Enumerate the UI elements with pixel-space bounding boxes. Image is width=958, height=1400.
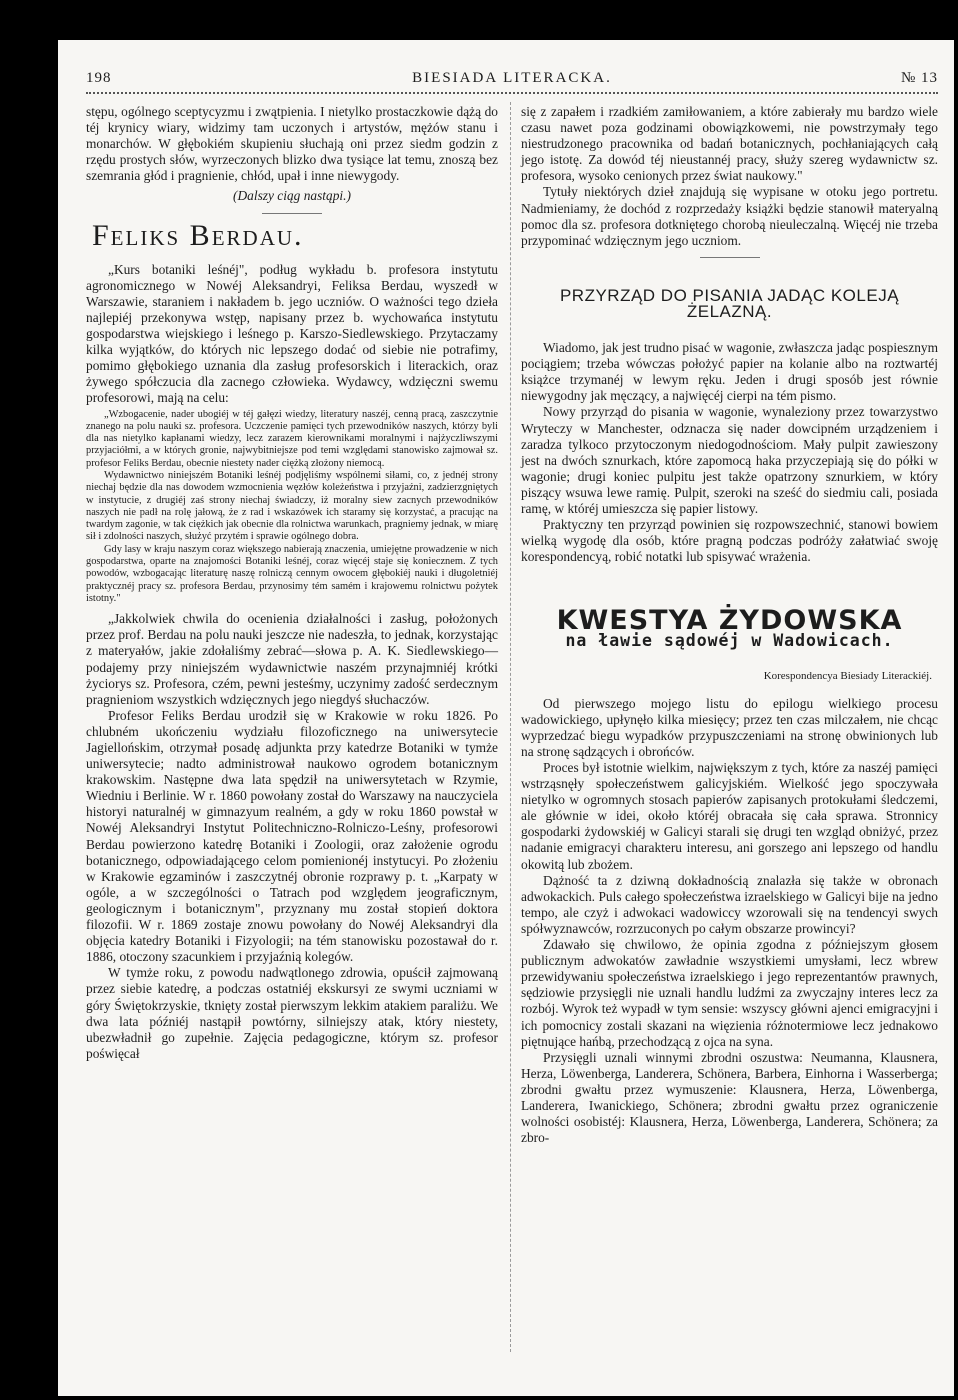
running-header (86, 70, 938, 92)
paragraph: Nowy przyrząd do pisania w wagonie, wynaleziony przez towarzystwo Wryteczy w Manchester, odznacza się nader dowcipném urządzeniem i zaradza tylkoco przytoczonym niedogodnościom. Mały pulpit zawieszony jest na dwóch sznurkach, które zapomocą haka przyczepiają się do półki w wagonie; drugi koniec pulpitu jest także opatrzony sznurkiem, w który piszący wsuwa lewe ramię. Pulpit, szeroki na sześć do siedmiu cali, posiada ramę, w któréj umieszcza się papier listowy. (521, 404, 938, 516)
quote-paragraph: „Wzbogacenie, nader ubogiéj w téj gałęzi wiedzy, literatury naszéj, cenną pracą, zaszczytnie znanego na polu nauki sz. profesora. Uczczenie pamięci tych przewodników naszych, którzy byli dla nas nietylko kapłanami wiedzy, lecz zarazem kierownikami moralnymi i najżyczliwszymi przyjaciółmi, a w których gronie, najwybitniejsze pod temi względami stanowisko zajmował sz. profesor Feliks Berdau, obecnie niestety nader ciężką złożony niemocą. (86, 408, 498, 469)
quote-paragraph: Wydawnictwo niniejszém Botaniki leśnéj podjęliśmy wspólnemi siłami, co, z jednéj strony niechaj będzie dla nas dowodem wzmocnienia węzłów koleżeństwa i przyjaźni, zadzierzgniętych w instytucie, z drugiéj zaś strony niechaj świadczy, iż moralny siew zacnych przewodników naszych nie padł na rolę jałową, że z rad i wskazówek ich staramy się korzystać, a pracując na twardym zagonie, w tak ciężkich jak obecnie dla rolnictwa warunkach, pragniemy jednak, w miarę sił i zdolności naszych, służyć przytém i sprawie ogólnego dobra. (86, 469, 498, 543)
paragraph: „Kurs botaniki leśnéj", podług wykładu b. profesora instytutu agronomicznego w Nowéj Aleksandryi, Feliksa Berdau, wyszedł w Warszawie, staraniem i nakładem b. jego uczniów. O ważności tego dzieła najlepiéj przekonywa wstęp, napisany przez b. wychowańca instytutu gospodarstwa wiejskiego i leśnego p. Karszo-Siedlewskiego. Przytaczamy kilka wyjątków, do których nic lepszego dodać od siebie nie potrafimy, pomimo głębokiego uznania dla zasług profesorskich i literackich, oraz żywego spółczucia dla zacnego człowieka. Wydawcy, wdzięczni swemu profesorowi, mają na celu: (86, 261, 498, 406)
journal-title: BIESIADA LITERACKA. (412, 70, 612, 86)
paragraph: stępu, ogólnego sceptycyzmu i zwątpienia. I nietylko prostaczkowie dążą do téj krynicy wiary, widzimy tam uczonych i artystów, mężów stanu i monarchów. W głębokiém skupieniu słuchają oni przez siedm godzin z rzędu prostych słów, wyrzeczonych blizko dwa tysiące lat temu, znoszą bez szemrania głód i pragnienie, chłód, upał i inne niewygody. (86, 104, 498, 184)
paragraph: Dążność ta z dziwną dokładnością znalazła się także w obronach adwokackich. Puls całego społeczeństwa izraelskiego w Galicyi bije na jedno tempo, ale czyż i adwokaci wadowiccy wzorowali się na tendencyi swych spółwyznawców, rozrzuconych po całym obszarze prowincyi? (521, 872, 938, 936)
correspondence-credit: Korespondencya Biesiady Literackiéj. (763, 669, 932, 682)
paragraph: Zdawało się chwilowo, że opinia zgodna z późniejszym głosem publicznym adwokatów zawładnie wszystkiemi umysłami, lecz wbrew przewidywaniu społeczeństwa izraelskiego i jego reprezentantów prawnych, sędziowie przysięgli nie uznali handlu ludźmi za zwyczajny interes lecz za rozbój. Wyrok też wypadł w tym sensie: wszyscy główni ajenci emigracyjni i ich pomocnicy zostali skazani na więzienia różnotermiowe lecz jednakowo piętnujące hańbą, przechodzącą z ojca na syna. (521, 937, 938, 1049)
newspaper-page (58, 40, 954, 1396)
paragraph: Proces był istotnie wielkim, największym z tych, które za naszéj pamięci wstrząsnęły społeczeństwem galicyjskiém. Wielkość jego spoczywała nietylko w ogromnych stosach papierów zapisanych protokułami śledczemi, ale głównie w idei, około któréj obracała się cała sprawa. Stronnicy gospodarki żydowskiéj w Galicyi starali się drugi ten wzgląd obniżyć, przez nadanie emigracyi charakteru interesu, ani gorszego ani lepszego od handlu okowitą lub zbożem. (521, 760, 938, 872)
article-headline: KWESTYA ŻYDOWSKA (556, 605, 903, 637)
paragraph: Profesor Feliks Berdau urodził się w Krakowie w roku 1826. Po chlubném ukończeniu wydziału filozoficznego na uniwersytecie Jagiellońskim, otrzymał posadę adjunkta przy katedrze Botaniki w tymże uniwersytecie; nadto administrował naukowo ogrodem botanicznym krakowskim. Następne dwa lata spędził na uniwersytetach w Rzymie, Wiedniu i Berlinie. W r. 1860 powołany został do Warszawy na nauczyciela historyi naturalnéj w gimnazyum realném, a gdy w roku 1860 powstał w Nowéj Aleksandryi Instytut Politechniczno-Rolniczo-Leśny, profesorowi Berdau powierzono katedrę Botaniki i Zoologii, oraz założenie ogrodu botanicznego, odpowiadającego celom pomienionéj instytucyi. Po złożeniu w Krakowie egzaminów i zaszczytnéj obronie rozprawy p. t. „Karpaty w ogóle, a w szczególności o Tatrach pod względem jeograficznym, geologicznym i botanicznym", przyznany mu został stopień doktora filozofii. W r. 1869 zostaje znowu powołany do Nowéj Aleksandryi dla objęcia katedry Botaniki i Fizyologii; na tém stanowisku pozostawał do r. 1886, otoczony szacunkiem i przyjaźnią kolegów. (86, 707, 498, 965)
paragraph: Wiadomo, jak jest trudno pisać w wagonie, zwłaszcza jadąc pospiesznym pociągiem; trzeba wówczas położyć papier na kolanie albo na roztwartéj książce trzymanéj w lewym ręku. Jeden i drugi sposób jest równie niewygodny jak męczący, a najwięcéj cierpi na tém pismo. (521, 340, 938, 404)
paragraph: Od pierwszego mojego listu do epilogu wielkiego procesu wadowickiego, upłynęło kilka miesięcy; przez ten czas milczałem, nie chcąc wyprzedzać biegu wypadków przypuszczeniami na stronę obwinionych lub na stronę sądzących i obrońców. (521, 695, 938, 759)
page-number: 198 (86, 70, 112, 86)
issue-number: № 13 (900, 70, 938, 86)
article-title: Feliks Berdau. (92, 218, 304, 252)
section-title: PRZYRZĄD DO PISANIA JADĄC KOLEJĄ ŻELAZNĄ. (559, 285, 900, 321)
divider (262, 213, 322, 214)
quotation-block (86, 409, 498, 606)
paragraph: Tytuły niektórych dzieł znajdują się wypisane w otoku jego portretu. Nadmieniamy, że dochód z rozprzedaży książki będzie stanowił materyalną pomoc dla sz. profesora dotkniętego chorobą nieuleczalną. Więcéj nie trzeba przypominać wdzięcznym jego uczniom. (521, 184, 938, 248)
paragraph: się z zapałem i rzadkiém zamiłowaniem, a które zabierały mu bardzo wiele czasu nawet poza godzinami obowiązkowemi, nie powstrzymały tego niestrudzonego pracownika od badań botanicznych, pochłaniających całą jego istotę. Za dowód téj nieustannéj pracy, służy szereg wydawnictw sz. profesora, wysoko cenionych przez świat naukowy." (521, 104, 938, 184)
paragraph: Przysięgli uznali winnymi zbrodni oszustwa: Neumanna, Klausnera, Herza, Löwenberga, Landerera, Schönera, Barbera, Einhorna i Wasserberga; zbrodni gwałtu przez wymuszenie: Klausnera, Herza, Löwenberga, Landerera, Iwanickiego, Schönera; zbrodni gwałtu przez ograniczenie wolności osobistéj: Klausnera, Herza, Löwenberga, Landerera, Schönera; za zbro- (521, 1049, 938, 1146)
quote-paragraph: Gdy lasy w kraju naszym coraz większego nabierają znaczenia, umiejętne prowadzenie w nich gospodarstwa, oparte na znajomości Botaniki leśnéj, coraz więcéj staje się koniecznem. Z tych powodów, wzbogacając literaturę naszę rolniczą cennym owocem głębokiéj nauki i długoletniéj praktycznéj pracy sz. profesora Berdau, przynosimy tém samém i krajowemu rolnictwu pożytek istotny." (86, 543, 498, 604)
left-column (86, 104, 498, 1062)
paragraph: „Jakkolwiek chwila do ocenienia działalności i zasług, położonych przez prof. Berdau na polu nauki jeszcze nie nadeszła, to jednak, korzystając z materyałów, jakie zdołaliśmy zebrać—słowa p. A. K. Siedlewskiego—podajemy przy niniejszém wydawnictwie naszém przynajmniéj krótki życiorys sz. Profesora, czém, pewni jesteśmy, uczynimy zadość serdecznym pragnieniom wszystkich wdzięcznych jego niegdyś słuchaczów. (86, 611, 498, 707)
header-rule (86, 92, 938, 94)
right-column (521, 104, 938, 1146)
divider (700, 257, 760, 258)
continuation-note: (Dalszy ciąg nastąpi.) (233, 188, 351, 204)
column-separator (510, 102, 511, 1352)
paragraph: Praktyczny ten przyrząd powinien się rozpowszechnić, stanowi bowiem wielką wygodę dla osób, które pragną podczas podróży załatwiać swoję korespondencyą, robić notatki lub spisywać wrażenia. (521, 517, 938, 565)
article-subheadline: na ławie sądowéj w Wadowicach. (565, 631, 894, 651)
paragraph: W tymże roku, z powodu nadwątlonego zdrowia, opuścił zajmowaną przez siebie katedrę, a podczas ostatniéj ekskursyi ze swymi uczniami w góry Świętokrzyskie, tknięty został pierwszym lekkim atakiem paraliżu. We dwa lata późniéj nastąpił powtórny, silniejszy atak, który niestety, ubezwładnił go zupełnie. Zajęcia pedagogiczne, którym sz. profesor poświęcał (86, 965, 498, 1061)
